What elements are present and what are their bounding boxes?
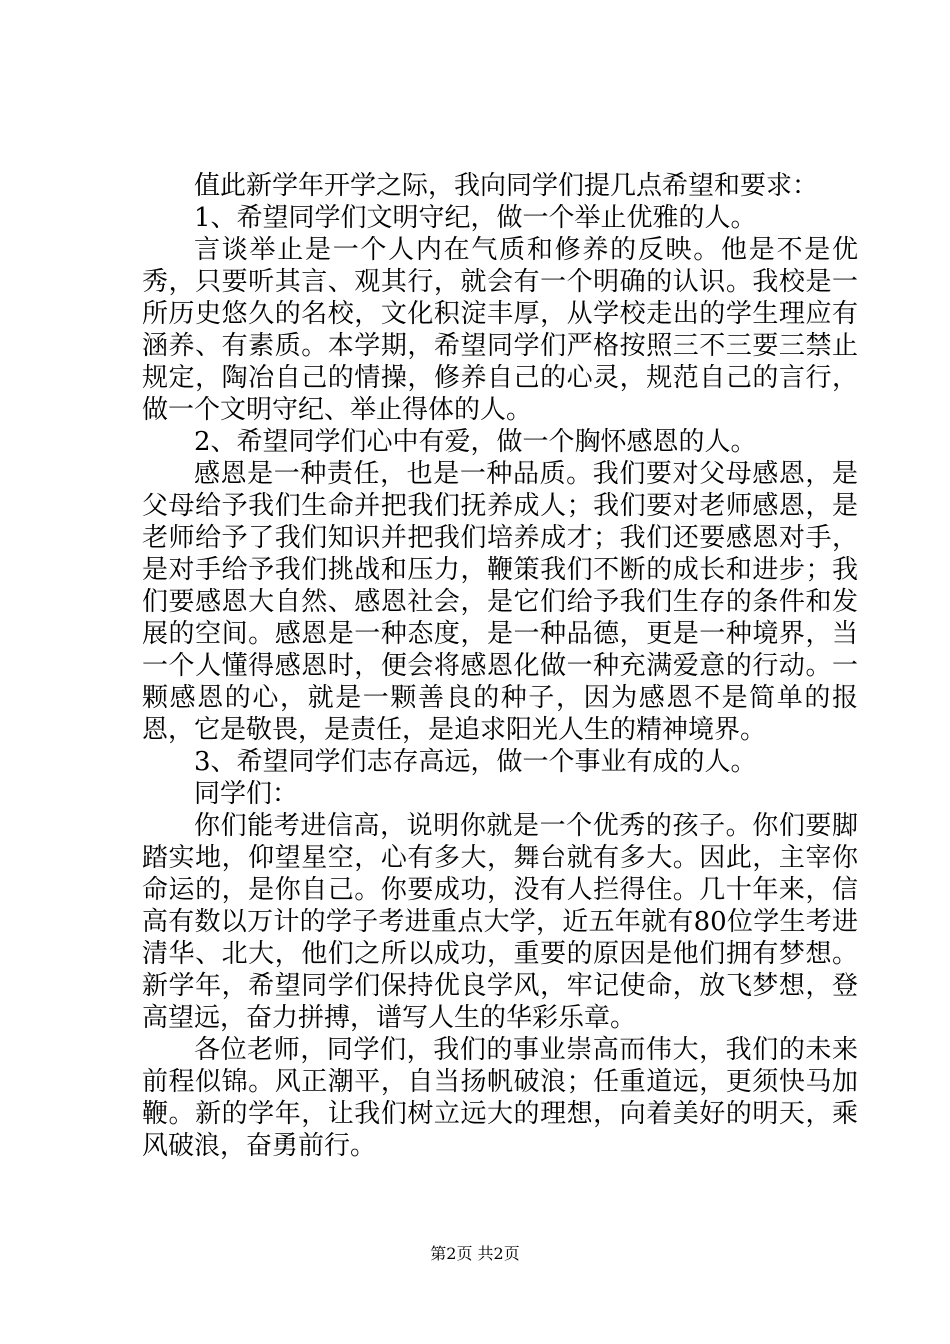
paragraph-closing: 各位老师，同学们，我们的事业崇高而伟大，我们的未来前程似锦。风正潮平，自当扬帆破浪；任重道远，更须快马加鞭。新的学年，让我们树立远大的理想，向着美好的明天，乘风破浪，奋勇前行。	[142, 1035, 858, 1161]
paragraph-address: 同学们：	[194, 779, 299, 809]
paragraph-point-2-heading: 2、希望同学们心中有爱，做一个胸怀感恩的人。	[194, 427, 757, 457]
paragraph-point-1-body: 言谈举止是一个人内在气质和修养的反映。他是不是优秀，只要听其言、观其行，就会有一个明确的认识。我校是一所历史悠久的名校，文化积淀丰厚，从学校走出的学生理应有涵养、有素质。本学期，希望同学们严格按照三不三要三禁止规定，陶冶自己的情操，修养自己的心灵，规范自己的言行，做一个文明守纪、举止得体的人。	[142, 235, 858, 425]
paragraph-point-3-heading: 3、希望同学们志存高远，做一个事业有成的人。	[194, 747, 757, 777]
paragraph-point-1-heading: 1、希望同学们文明守纪，做一个举止优雅的人。	[194, 203, 757, 233]
paragraph-point-2-body: 感恩是一种责任，也是一种品质。我们要对父母感恩，是父母给予我们生命并把我们抚养成人；我们要对老师感恩，是老师给予了我们知识并把我们培养成才；我们还要感恩对手，是对手给予我们挑战和压力，鞭策我们不断的成长和进步；我们要感恩大自然、感恩社会，是它们给予我们生存的条件和发展的空间。感恩是一种态度，是一种品德，更是一种境界，当一个人懂得感恩时，便会将感恩化做一种充满爱意的行动。一颗感恩的心，就是一颗善良的种子，因为感恩不是简单的报恩，它是敬畏，是责任，是追求阳光人生的精神境界。	[142, 459, 858, 745]
paragraph-intro: 值此新学年开学之际，我向同学们提几点希望和要求：	[194, 171, 819, 201]
page-footer	[0, 1244, 950, 1264]
document-body	[142, 170, 858, 1162]
paragraph-point-3-body: 你们能考进信高，说明你就是一个优秀的孩子。你们要脚踏实地，仰望星空，心有多大，舞台就有多大。因此，主宰你命运的，是你自己。你要成功，没有人拦得住。几十年来，信高有数以万计的学子考进重点大学，近五年就有80位学生考进清华、北大，他们之所以成功，重要的原因是他们拥有梦想。新学年，希望同学们保持优良学风，牢记使命，放飞梦想，登高望远，奋力拼搏，谱写人生的华彩乐章。	[142, 811, 858, 1033]
page-number-label: 第2页 共2页	[430, 1244, 520, 1263]
